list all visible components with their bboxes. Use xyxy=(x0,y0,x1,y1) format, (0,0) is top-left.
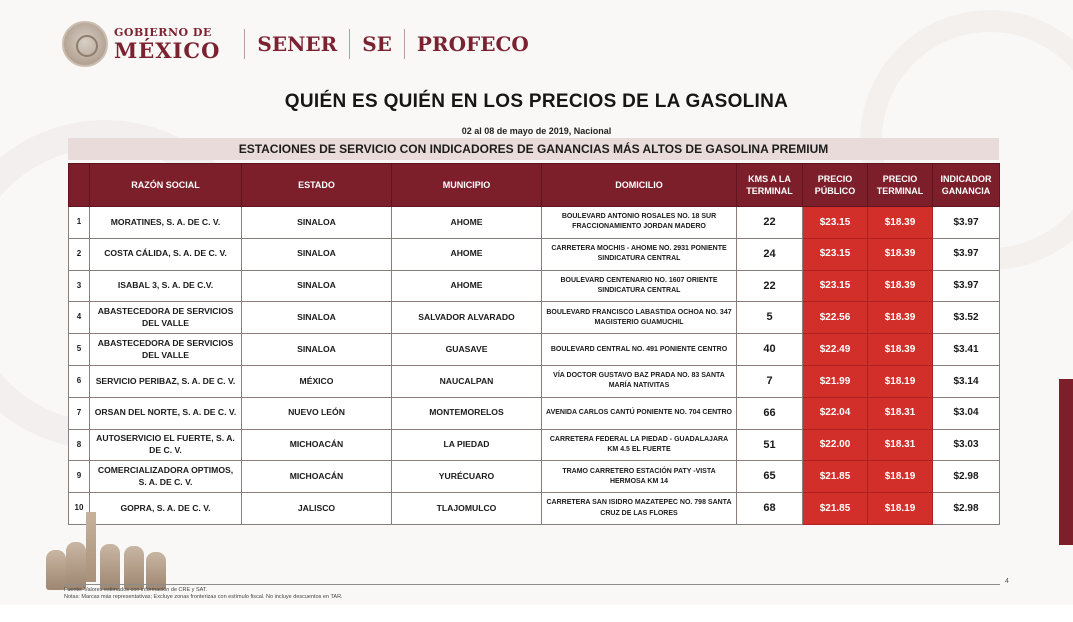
cell-precio-terminal: $18.31 xyxy=(868,429,933,461)
gobierno-logo xyxy=(114,27,220,61)
org-logos xyxy=(232,29,528,59)
header-cell-kms: KMS A LA TERMINAL xyxy=(737,164,803,207)
cell-index: 3 xyxy=(69,270,90,302)
heroes-illustration xyxy=(44,510,174,590)
gobierno-small-text: GOBIERNO DE xyxy=(114,26,212,39)
table-row xyxy=(69,302,1000,334)
gobierno-big-text: MÉXICO xyxy=(114,38,221,63)
cell-estado: SINALOA xyxy=(242,238,392,270)
cell-estado: SINALOA xyxy=(242,334,392,366)
cell-razon-social: MORATINES, S. A. DE C. V. xyxy=(90,207,242,239)
cell-municipio: NAUCALPAN xyxy=(392,365,542,397)
cell-precio-terminal: $18.19 xyxy=(868,493,933,525)
cell-indicador-ganancia: $3.97 xyxy=(933,207,1000,239)
header-cell-razon: RAZÓN SOCIAL xyxy=(90,164,242,207)
cell-indicador-ganancia: $3.04 xyxy=(933,397,1000,429)
section-title: ESTACIONES DE SERVICIO CON INDICADORES DE GANANCIAS MÁS ALTOS DE GASOLINA PREMIUM xyxy=(68,138,999,160)
cell-domicilio: BOULEVARD CENTRAL NO. 491 PONIENTE CENTRO xyxy=(542,334,737,366)
cell-index: 4 xyxy=(69,302,90,334)
org-sener: SENER xyxy=(257,32,338,56)
header-cell-ganancia: INDICADOR GANANCIA xyxy=(933,164,1000,207)
cell-precio-publico: $23.15 xyxy=(803,207,868,239)
cell-kms: 5 xyxy=(737,302,803,334)
cell-kms: 7 xyxy=(737,365,803,397)
cell-kms: 22 xyxy=(737,207,803,239)
cell-precio-publico: $22.56 xyxy=(803,302,868,334)
cell-domicilio: BOULEVARD FRANCISCO LABASTIDA OCHOA NO. 347 MAGISTERIO GUAMUCHIL xyxy=(542,302,737,334)
cell-index: 7 xyxy=(69,397,90,429)
cell-domicilio: CARRETERA SAN ISIDRO MAZATEPEC NO. 798 SANTA CRUZ DE LAS FLORES xyxy=(542,493,737,525)
cell-precio-terminal: $18.19 xyxy=(868,461,933,493)
divider xyxy=(244,29,245,59)
table-row xyxy=(69,365,1000,397)
cell-razon-social: COSTA CÁLIDA, S. A. DE C. V. xyxy=(90,238,242,270)
cell-municipio: LA PIEDAD xyxy=(392,429,542,461)
cell-estado: JALISCO xyxy=(242,493,392,525)
page-title: QUIÉN ES QUIÉN EN LOS PRECIOS DE LA GASOLINA xyxy=(284,91,789,112)
cell-municipio: AHOME xyxy=(392,207,542,239)
cell-estado: SINALOA xyxy=(242,207,392,239)
footer-source: Fuente: Valores estimados con información de CRE y SAT. xyxy=(64,587,208,593)
cell-precio-terminal: $18.39 xyxy=(868,270,933,302)
cell-estado: SINALOA xyxy=(242,302,392,334)
table-row xyxy=(69,461,1000,493)
cell-razon-social: COMERCIALIZADORA OPTIMOS, S. A. DE C. V. xyxy=(90,461,242,493)
table-row xyxy=(69,207,1000,239)
cell-index: 6 xyxy=(69,365,90,397)
org-profeco: PROFECO xyxy=(416,32,529,56)
cell-precio-publico: $22.49 xyxy=(803,334,868,366)
cell-domicilio: CARRETERA MOCHIS - AHOME NO. 2931 PONIENTE SINDICATURA CENTRAL xyxy=(542,238,737,270)
table-row xyxy=(69,493,1000,525)
page-number: 4 xyxy=(1005,578,1009,585)
cell-razon-social: AUTOSERVICIO EL FUERTE, S. A. DE C. V. xyxy=(90,429,242,461)
cell-kms: 51 xyxy=(737,429,803,461)
cell-razon-social: ABASTECEDORA DE SERVICIOS DEL VALLE xyxy=(90,334,242,366)
cell-kms: 40 xyxy=(737,334,803,366)
cell-kms: 22 xyxy=(737,270,803,302)
header-cell-municipio: MUNICIPIO xyxy=(392,164,542,207)
cell-indicador-ganancia: $3.97 xyxy=(933,238,1000,270)
cell-estado: MÉXICO xyxy=(242,365,392,397)
cell-estado: SINALOA xyxy=(242,270,392,302)
cell-precio-terminal: $18.39 xyxy=(868,334,933,366)
header-cell-domicilio: DOMICILIO xyxy=(542,164,737,207)
cell-precio-publico: $21.85 xyxy=(803,493,868,525)
footer-notes-text: Notas: Marcas más representativas; Excluye zonas fronterizas con estímulo fiscal. No incluye descuentos en TAR. xyxy=(64,594,343,601)
cell-index: 5 xyxy=(69,334,90,366)
cell-razon-social: ABASTECEDORA DE SERVICIOS DEL VALLE xyxy=(90,302,242,334)
bottom-strip xyxy=(0,605,1073,622)
cell-municipio: MONTEMORELOS xyxy=(392,397,542,429)
cell-indicador-ganancia: $3.97 xyxy=(933,270,1000,302)
cell-estado: MICHOACÁN xyxy=(242,461,392,493)
date-subtitle: 02 al 08 de mayo de 2019, Nacional xyxy=(461,126,612,136)
cell-domicilio: BOULEVARD CENTENARIO NO. 1607 ORIENTE SINDICATURA CENTRAL xyxy=(542,270,737,302)
cell-domicilio: BOULEVARD ANTONIO ROSALES NO. 18 SUR FRACCIONAMIENTO JORDAN MADERO xyxy=(542,207,737,239)
cell-index: 9 xyxy=(69,461,90,493)
header-cell-precio-terminal: PRECIO TERMINAL xyxy=(868,164,933,207)
side-tab xyxy=(1059,379,1073,545)
cell-indicador-ganancia: $2.98 xyxy=(933,493,1000,525)
cell-indicador-ganancia: $3.14 xyxy=(933,365,1000,397)
cell-precio-terminal: $18.39 xyxy=(868,302,933,334)
cell-index: 10 xyxy=(69,493,90,525)
mexico-seal-icon xyxy=(62,21,108,67)
footer-divider xyxy=(64,584,1000,585)
cell-domicilio: CARRETERA FEDERAL LA PIEDAD - GUADALAJARA KM 4.5 EL FUERTE xyxy=(542,429,737,461)
org-se: SE xyxy=(362,32,392,56)
header xyxy=(62,20,529,68)
cell-precio-publico: $22.04 xyxy=(803,397,868,429)
cell-razon-social: SERVICIO PERIBAZ, S. A. DE C. V. xyxy=(90,365,242,397)
cell-precio-publico: $23.15 xyxy=(803,270,868,302)
header-cell-index xyxy=(69,164,90,207)
cell-index: 1 xyxy=(69,207,90,239)
cell-kms: 68 xyxy=(737,493,803,525)
table-row xyxy=(69,238,1000,270)
cell-kms: 24 xyxy=(737,238,803,270)
cell-index: 2 xyxy=(69,238,90,270)
cell-indicador-ganancia: $3.03 xyxy=(933,429,1000,461)
cell-domicilio: TRAMO CARRETERO ESTACIÓN PATY -VISTA HERMOSA KM 14 xyxy=(542,461,737,493)
footer-notes xyxy=(64,587,343,601)
cell-razon-social: ISABAL 3, S. A. DE C.V. xyxy=(90,270,242,302)
cell-municipio: AHOME xyxy=(392,238,542,270)
cell-municipio: AHOME xyxy=(392,270,542,302)
cell-domicilio: AVENIDA CARLOS CANTÚ PONIENTE NO. 704 CENTRO xyxy=(542,397,737,429)
cell-index: 8 xyxy=(69,429,90,461)
cell-indicador-ganancia: $3.52 xyxy=(933,302,1000,334)
stations-table xyxy=(68,163,1000,525)
cell-precio-terminal: $18.39 xyxy=(868,207,933,239)
cell-razon-social: GOPRA, S. A. DE C. V. xyxy=(90,493,242,525)
table-row xyxy=(69,334,1000,366)
table-row xyxy=(69,270,1000,302)
cell-precio-terminal: $18.19 xyxy=(868,365,933,397)
table-row xyxy=(69,429,1000,461)
cell-estado: MICHOACÁN xyxy=(242,429,392,461)
divider xyxy=(404,29,405,59)
cell-indicador-ganancia: $2.98 xyxy=(933,461,1000,493)
cell-precio-terminal: $18.31 xyxy=(868,397,933,429)
cell-precio-publico: $21.99 xyxy=(803,365,868,397)
cell-municipio: SALVADOR ALVARADO xyxy=(392,302,542,334)
header-cell-estado: ESTADO xyxy=(242,164,392,207)
cell-precio-publico: $21.85 xyxy=(803,461,868,493)
divider xyxy=(349,29,350,59)
cell-municipio: YURÉCUARO xyxy=(392,461,542,493)
cell-estado: NUEVO LEÓN xyxy=(242,397,392,429)
table-row xyxy=(69,397,1000,429)
cell-kms: 65 xyxy=(737,461,803,493)
table-header-row xyxy=(69,164,1000,207)
cell-razon-social: ORSAN DEL NORTE, S. A. DE C. V. xyxy=(90,397,242,429)
cell-kms: 66 xyxy=(737,397,803,429)
cell-indicador-ganancia: $3.41 xyxy=(933,334,1000,366)
cell-municipio: GUASAVE xyxy=(392,334,542,366)
header-cell-precio-publico: PRECIO PÚBLICO xyxy=(803,164,868,207)
cell-precio-publico: $22.00 xyxy=(803,429,868,461)
cell-municipio: TLAJOMULCO xyxy=(392,493,542,525)
monument-illustration xyxy=(86,512,96,582)
cell-domicilio: VÍA DOCTOR GUSTAVO BAZ PRADA NO. 83 SANTA MARÍA NATIVITAS xyxy=(542,365,737,397)
cell-precio-publico: $23.15 xyxy=(803,238,868,270)
cell-precio-terminal: $18.39 xyxy=(868,238,933,270)
